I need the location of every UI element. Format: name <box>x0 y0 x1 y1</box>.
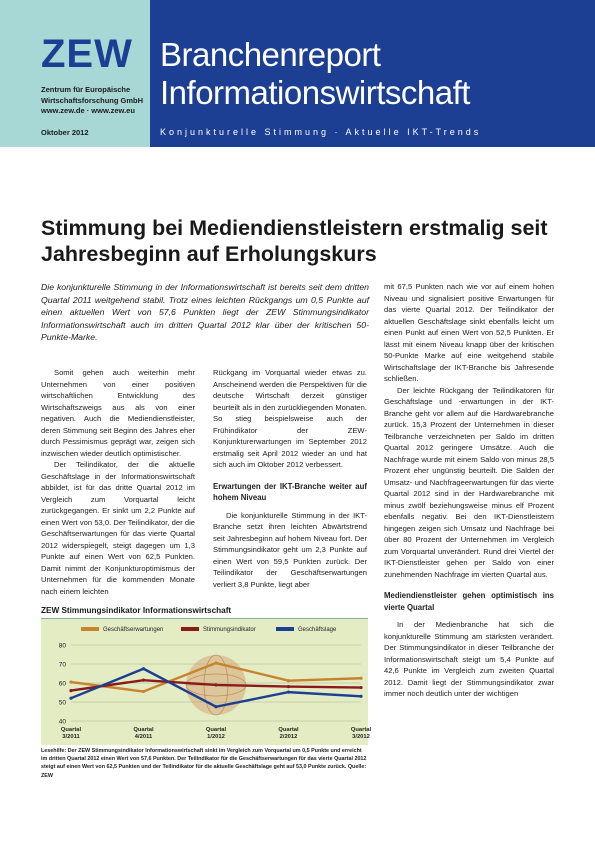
x-tick-label: 4/2011 <box>134 734 153 740</box>
paragraph: Der Teilindikator, der die aktuelle Geschäftslage in der Informationswirtschaft abbildet, ist für das dritte Quartal 2012 im Vergleich zum Vorquartal leicht zurückgegangen. Er sinkt um 2,2 Punkte auf einen Wert von 53,0. Der Teilindikator, der die Geschäftserwartungen für das vierte Quartal 2012 widerspiegelt, steigt dagegen um 1,3 Punkte auf einen Wert von 62,5 Punkten. Damit nimmt der Konjunkturoptimismus der Unternehmen für die kommenden Monate nach einem leichten <box>41 460 195 596</box>
chart-title: ZEW Stimmungsindikator Informationswirtschaft <box>41 606 232 615</box>
data-point <box>359 686 362 689</box>
x-tick-label: Quartal <box>278 727 299 733</box>
x-tick-label: 1/2012 <box>207 734 225 740</box>
data-point <box>142 679 145 682</box>
y-tick-label: 50 <box>58 699 66 707</box>
organization-name <box>41 85 143 117</box>
y-tick-label: 60 <box>58 680 66 688</box>
y-tick-label: 80 <box>58 642 66 650</box>
article-headline: Stimmung bei Mediendienstleistern erstmalig seit Jahresbeginn auf Erholungskurs <box>41 216 548 266</box>
paragraph: Somit gehen auch weiterhin mehr Unternehmen von einer positiven wirtschaftlichen Entwicklung des Wirtschaftszweigs aus als von einer negativen. Auch die Mediendienstleister, deren Stimmung seit Beginn des Jahres eher durch Pessimismus geprägt war, zeigen sich inzwischen wieder deutlich optimistischer. <box>41 368 195 458</box>
legend-label: Geschäftserwartungen <box>103 627 164 633</box>
paragraph: Rückgang im Vorquartal wieder etwas zu. Anscheinend werden die Perspektiven für die deutsche Wirtschaft derzeit günstiger beurteilt als in den zurückliegenden Monaten. So stieg beispielsweise auch der Frühindikator der ZEW-Konjunkturerwartungen im September 2012 erstmalig seit April 2012 wieder an und hat sich auch im Oktober 2012 verbessert. <box>213 368 367 469</box>
article-lead: Die konjunkturelle Stimmung in der Informationswirtschaft ist bereits seit dem dritten Quartal 2011 weitgehend stabil. Trotz eines leichten Rückgangs um 0,5 Punkte auf einen aktuellen Wert von 57,6 Punkten liegt der ZEW Stimmungsindikator Informationswirtschaft auch im dritten Quartal 2012 klar über der kritischen 50-Punkte-Marke. <box>41 282 369 342</box>
x-tick-label: Quartal <box>60 727 82 733</box>
data-point <box>287 685 290 688</box>
org-line-2: Wirtschaftsforschung GmbH <box>41 95 144 105</box>
y-tick-label: 40 <box>58 718 66 726</box>
legend-swatch <box>276 627 294 631</box>
legend-label: Stimmungsindikator <box>203 627 256 633</box>
issue-date: Oktober 2012 <box>41 128 89 137</box>
chart-panel <box>41 618 372 745</box>
report-title-line-1: Branchenreport <box>160 36 381 73</box>
data-point <box>69 680 72 683</box>
x-tick-label: 2/2012 <box>279 734 298 740</box>
data-point <box>359 677 362 680</box>
data-point <box>359 695 362 698</box>
data-point <box>287 691 290 694</box>
text-column-3 <box>384 281 554 700</box>
legend-swatch <box>181 627 199 631</box>
text-column-1 <box>41 367 195 597</box>
data-point <box>287 679 290 682</box>
paragraph: mit 67,5 Punkten nach wie vor auf einem hohen Niveau und signalisiert positive Erwartungen für das vierte Quartal 2012. Der Teilindikator der aktuellen Geschäftslage sinkt ebenfalls leicht um einen Punkt auf einen Wert von 52,5 Punkten. Er lässt mit einem Niveau knapp über der kritischen 50-Punkte Marke auf eine weitgehend stabile Wirtschaftslage der IKT-Branche bis Jahresende schließen. <box>384 282 554 383</box>
paragraph: Der leichte Rückgang der Teilindikatoren für Geschäftslage und -erwartungen in der IKT-Branche geht vor allem auf die Hardwarebranche zurück. 15,3 Prozent der Unternehmen in dieser Teilbranche verzeichneten per Saldo im dritten Quartal 2012 geringere Umsätze. Auch die Nachfrage wurde mit einem Saldo von minus 28,5 Prozent eher ungünstig beurteilt. Die Salden der Umsatz- und Nachfrageerwartungen für das vierte Quartal 2012 sind in der Hardwarebranche mit minus zwölf beziehungsweise minus elf Prozent ebenfalls negativ. Bei den IKT-Dienstleistern hingegen zeigen sich Umsatz und Nachfrage bei über 80 Prozent der Unternehmen im Vergleich zum Vorquartal unverändert. Rund drei Viertel der IKT-Dienstleister gehen per Saldo von einer zunehmenden Nachfrage im vierten Quartal aus. <box>384 385 554 579</box>
x-tick-label: Quartal <box>205 727 227 733</box>
data-point <box>69 689 72 692</box>
report-tagline: Konjunkturelle Stimmung · Aktuelle IKT-Trends <box>160 127 482 137</box>
zew-logo: ZEW <box>41 32 133 76</box>
data-point <box>214 683 217 686</box>
y-tick-label: 70 <box>58 661 66 669</box>
paragraph: In der Medienbranche hat sich die konjunkturelle Stimmung am stärksten verändert. Der Stimmungsindikator in dieser Teilbranche der Informationswirtschaft steigt um 5,4 Punkte auf 42,6 Punkte im Vergleich zum zweiten Quartal 2012. Damit liegt der Stimmungsindikator zwar immer noch deutlich unter der wichtigen <box>384 620 554 698</box>
data-point <box>214 661 217 664</box>
org-line-1: Zentrum für Europäische <box>41 85 131 94</box>
data-point <box>142 667 145 670</box>
paragraph: Die konjunkturelle Stimmung in der IKT-Branche setzt ihren leichten Abwärtstrend seit Jahresbeginn auf hohem Niveau fort. Der Stimmungsindikator geht um 2,3 Punkte auf einen Wert von 59,5 Punkten zurück. Der Teilindikator der Geschäftserwartungen verliert 3,8 Punkte, liegt aber <box>213 510 367 589</box>
x-tick-label: 3/2011 <box>62 734 80 740</box>
legend-swatch <box>81 627 99 631</box>
chart-caption: Lesehilfe: Der ZEW Stimmungsindikator Informationswirtschaft sinkt im Vergleich zum Vorquartal um 0,5 Punkte und erreicht im dritten Quartal 2012 einen Wert von 57,6 Punkten. Der Teilindikator für die Geschäftserwartungen für das vierte Quartal 2012 steigt auf einen Wert von 62,5 Punkten und der Teilindikator für die aktuelle Geschäftslage geht auf 53,0 Punkte zurück. Quelle: ZEW <box>41 748 367 779</box>
data-point <box>142 690 145 693</box>
org-line-3: www.zew.de · www.zew.eu <box>41 106 135 115</box>
report-title-line-2: Informationswirtschaft <box>160 74 470 111</box>
data-point <box>214 705 217 708</box>
data-point <box>69 697 72 700</box>
section-heading: Mediendienstleister gehen optimistisch ins vierte Quartal <box>384 591 554 612</box>
legend-label: Geschäftslage <box>298 627 337 633</box>
x-tick-label: Quartal <box>133 727 154 733</box>
x-tick-label: Quartal <box>350 727 372 733</box>
x-tick-label: 3/2012 <box>352 734 370 740</box>
section-heading: Erwartungen der IKT-Branche weiter auf hohem Niveau <box>213 481 367 502</box>
text-column-2 <box>213 367 367 590</box>
line-chart <box>41 619 372 745</box>
